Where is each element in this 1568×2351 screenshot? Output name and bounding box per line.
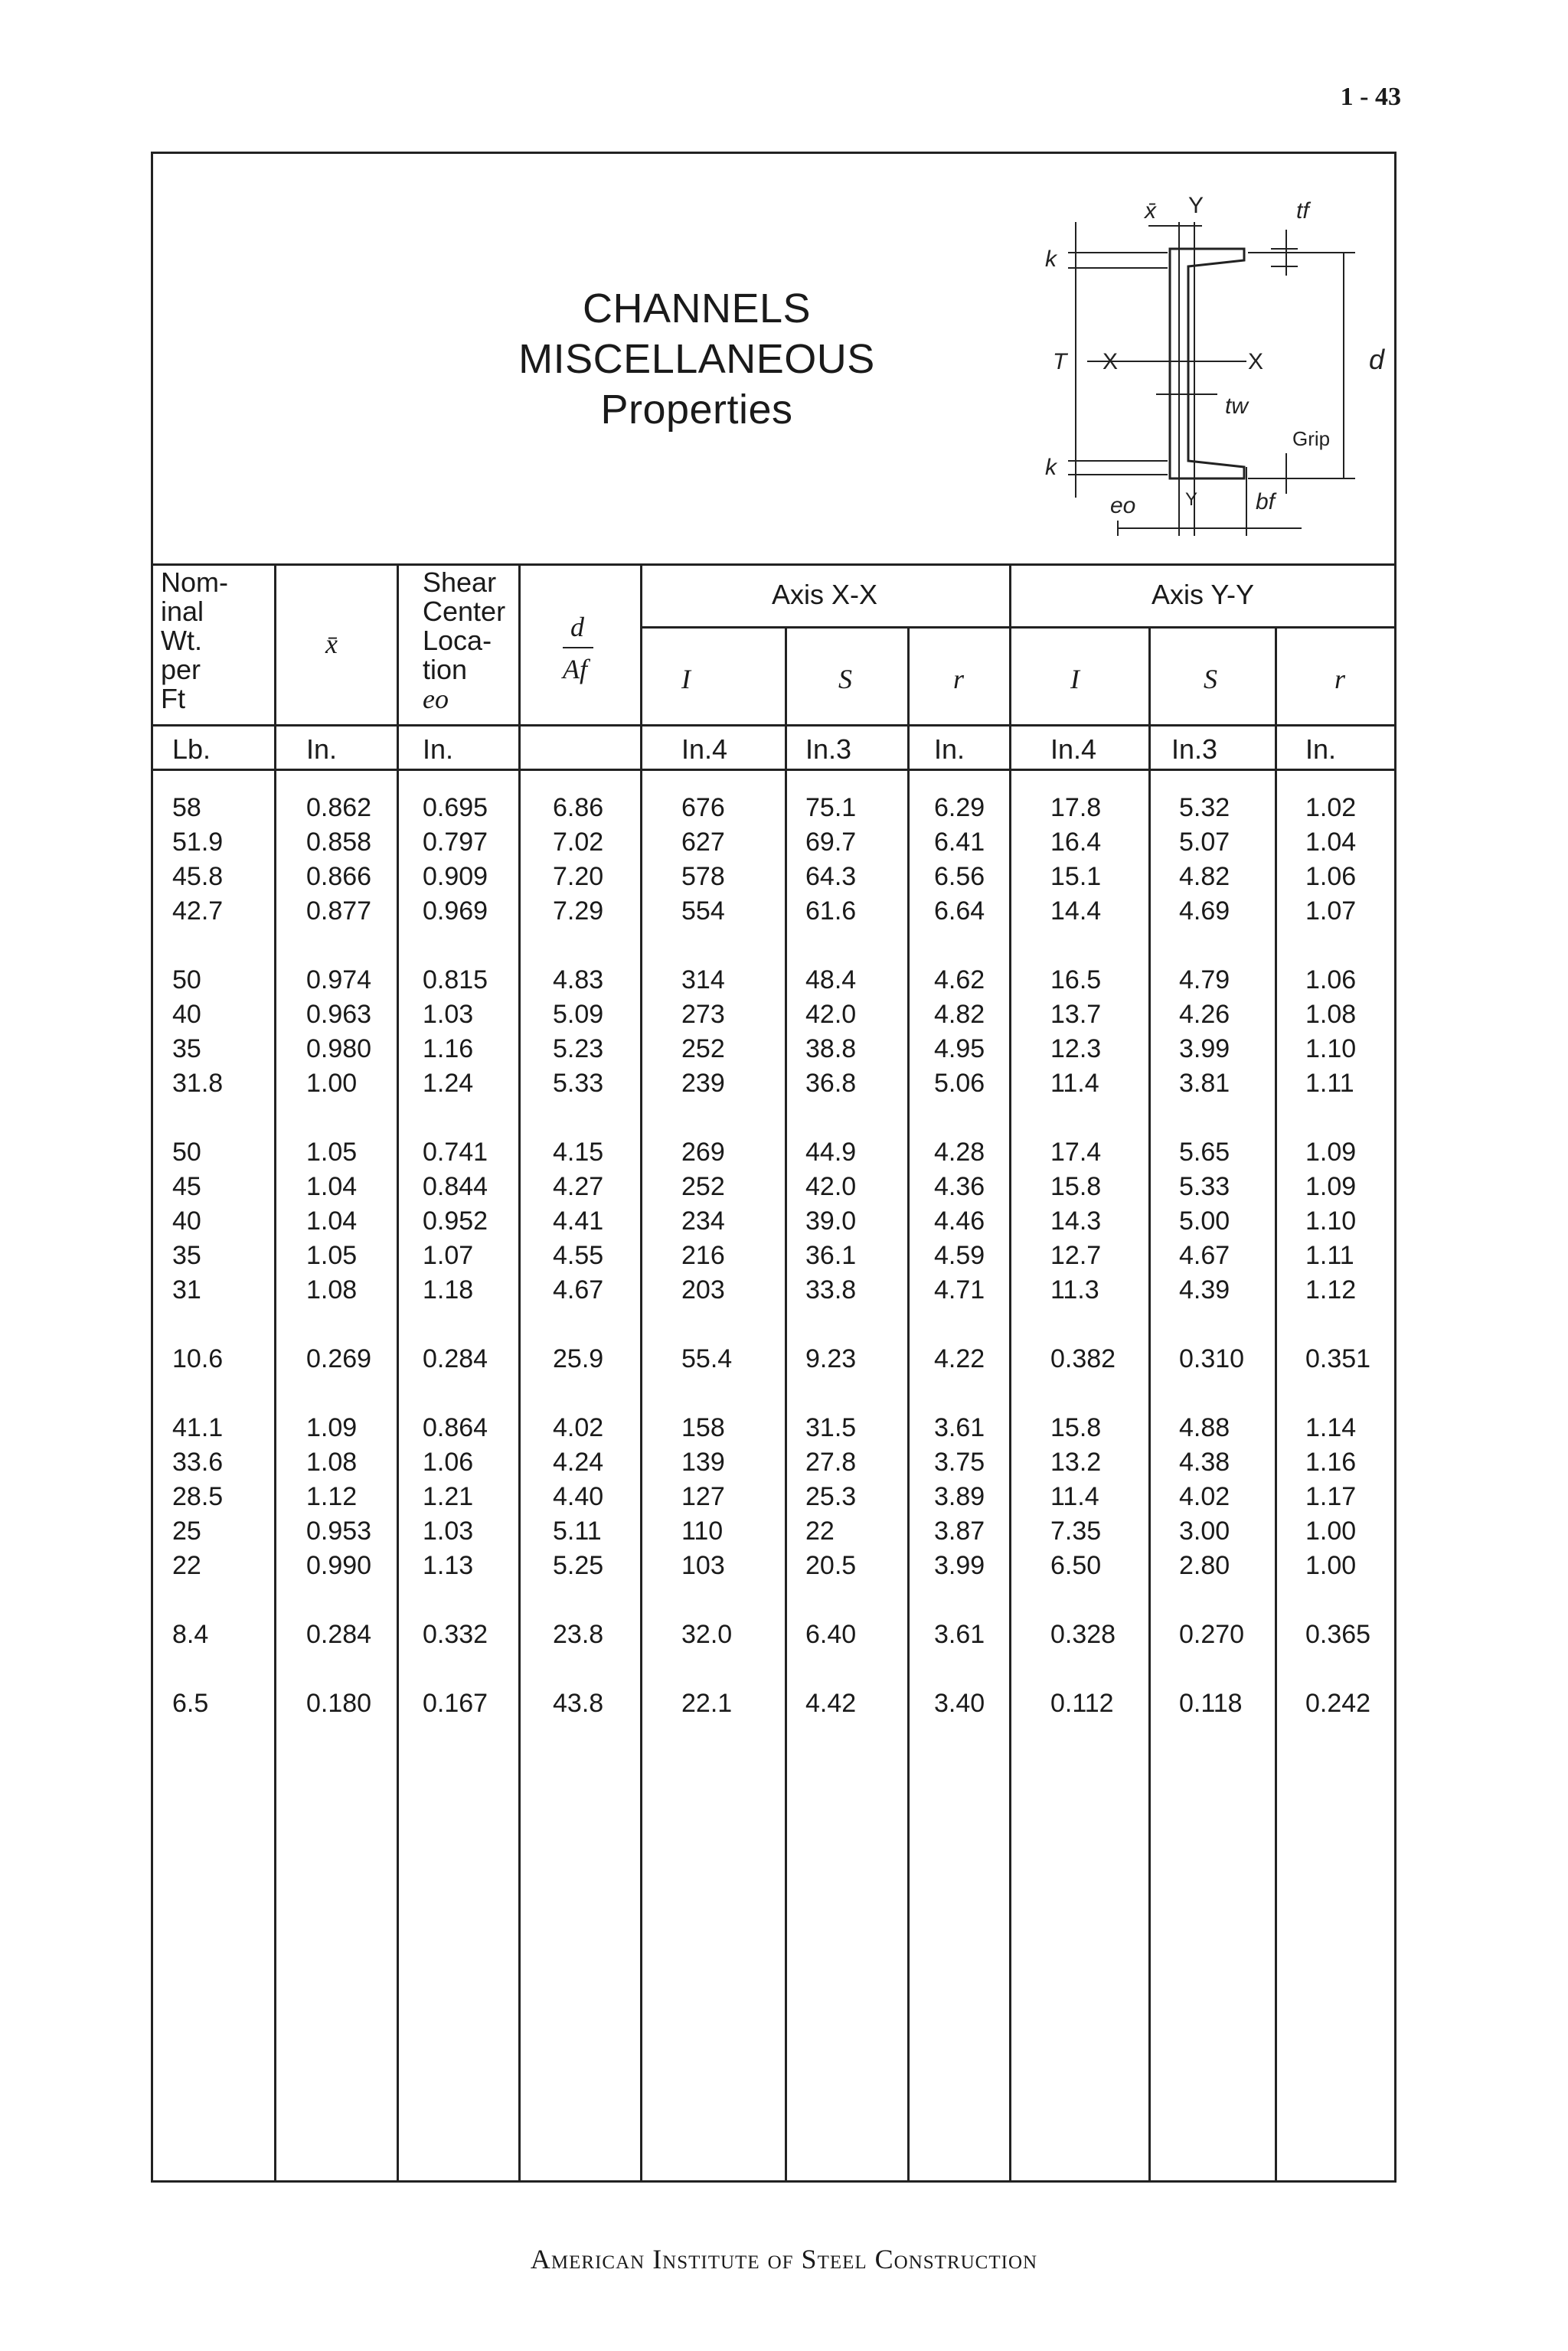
table-cell: 4.95 xyxy=(934,1034,985,1063)
unit-yy-r: In. xyxy=(1305,733,1337,765)
table-cell: 42.0 xyxy=(805,1172,857,1201)
table-cell: 75.1 xyxy=(805,793,857,822)
table-cell: 4.02 xyxy=(1179,1482,1230,1511)
table-cell: 1.06 xyxy=(423,1448,474,1477)
diagram-label-grip: Grip xyxy=(1292,427,1331,450)
table-cell: 11.3 xyxy=(1050,1275,1099,1304)
table-cell: 0.980 xyxy=(306,1034,372,1063)
table-cell: 3.61 xyxy=(934,1413,985,1442)
channel-diagram xyxy=(1003,176,1401,544)
unit-yy-s: In.3 xyxy=(1171,733,1218,765)
diagram-label-xbar: x̄ xyxy=(1145,198,1156,224)
table-cell: 0.269 xyxy=(306,1344,372,1373)
table-cell: 0.118 xyxy=(1179,1689,1243,1718)
table-cell: 0.284 xyxy=(423,1344,488,1373)
table-cell: 4.88 xyxy=(1179,1413,1230,1442)
table-cell: 32.0 xyxy=(681,1620,733,1649)
table-cell: 41.1 xyxy=(172,1413,224,1442)
col-divider-9 xyxy=(1275,626,1277,2183)
table-cell: 1.12 xyxy=(1305,1275,1357,1304)
table-cell: 12.7 xyxy=(1050,1241,1102,1270)
publisher-footer xyxy=(0,2243,1568,2275)
table-cell: 627 xyxy=(681,828,725,857)
table-cell: 17.4 xyxy=(1050,1138,1102,1167)
table-cell: 4.24 xyxy=(553,1448,604,1477)
table-cell: 0.844 xyxy=(423,1172,488,1201)
table-cell: 48.4 xyxy=(805,965,857,994)
table-cell: 1.03 xyxy=(423,1000,474,1029)
header-top-rule xyxy=(151,563,1396,566)
table-cell: 110 xyxy=(681,1517,724,1546)
table-cell: 5.65 xyxy=(1179,1138,1230,1167)
table-cell: 69.7 xyxy=(805,828,857,857)
table-cell: 6.50 xyxy=(1050,1551,1102,1580)
table-cell: 0.864 xyxy=(423,1413,488,1442)
table-cell: 40 xyxy=(172,1000,201,1029)
table-cell: 1.10 xyxy=(1305,1207,1357,1236)
table-cell: 1.04 xyxy=(306,1207,358,1236)
header-axis-yy: Axis Y-Y xyxy=(1151,579,1255,610)
table-cell: 38.8 xyxy=(805,1034,857,1063)
diagram-label-x-right: X xyxy=(1248,349,1264,374)
table-cell: 20.5 xyxy=(805,1551,857,1580)
table-cell: 0.862 xyxy=(306,793,372,822)
table-cell: 203 xyxy=(681,1275,725,1304)
table-cell: 42.7 xyxy=(172,896,224,926)
table-cell: 5.32 xyxy=(1179,793,1230,822)
table-cell: 4.39 xyxy=(1179,1275,1230,1304)
table-cell: 31.5 xyxy=(805,1413,857,1442)
table-cell: 1.04 xyxy=(1305,828,1357,857)
units-top-rule xyxy=(151,724,1396,727)
table-cell: 1.11 xyxy=(1305,1241,1354,1270)
table-cell: 4.46 xyxy=(934,1207,985,1236)
table-cell: 0.909 xyxy=(423,862,488,891)
table-cell: 8.4 xyxy=(172,1620,209,1649)
table-cell: 5.00 xyxy=(1179,1207,1230,1236)
diagram-label-bf: bf xyxy=(1256,489,1276,514)
channel-section-outline xyxy=(1170,249,1244,478)
table-cell: 0.270 xyxy=(1179,1620,1245,1649)
table-cell: 6.5 xyxy=(172,1689,209,1718)
table-cell: 252 xyxy=(681,1172,725,1201)
table-cell: 0.797 xyxy=(423,828,488,857)
table-cell: 1.03 xyxy=(423,1517,474,1546)
table-cell: 0.741 xyxy=(423,1138,488,1167)
table-cell: 4.40 xyxy=(553,1482,604,1511)
diagram-label-d: d xyxy=(1369,344,1385,375)
header-d-af-fraction-bar xyxy=(563,647,593,648)
table-cell: 1.17 xyxy=(1305,1482,1357,1511)
title-line-1: CHANNELS xyxy=(582,286,812,331)
table-cell: 42.0 xyxy=(805,1000,857,1029)
table-cell: 16.4 xyxy=(1050,828,1102,857)
table-cell: 6.64 xyxy=(934,896,985,926)
table-cell: 7.29 xyxy=(553,896,604,926)
table-cell: 2.80 xyxy=(1179,1551,1230,1580)
table-cell: 1.10 xyxy=(1305,1034,1357,1063)
table-cell: 0.365 xyxy=(1305,1620,1371,1649)
table-cell: 4.15 xyxy=(553,1138,604,1167)
table-cell: 4.42 xyxy=(805,1689,857,1718)
table-cell: 5.33 xyxy=(553,1069,604,1098)
diagram-label-y-bottom: Y xyxy=(1185,489,1198,510)
table-cell: 0.328 xyxy=(1050,1620,1116,1649)
table-cell: 5.06 xyxy=(934,1069,985,1098)
table-cell: 3.89 xyxy=(934,1482,985,1511)
table-cell: 269 xyxy=(681,1138,725,1167)
table-cell: 158 xyxy=(681,1413,725,1442)
table-cell: 1.09 xyxy=(1305,1172,1357,1201)
table-cell: 5.23 xyxy=(553,1034,604,1063)
table-cell: 15.1 xyxy=(1050,862,1102,891)
table-cell: 4.67 xyxy=(1179,1241,1230,1270)
table-cell: 58 xyxy=(172,793,201,822)
table-cell: 0.866 xyxy=(306,862,372,891)
table-cell: 22.1 xyxy=(681,1689,733,1718)
table-cell: 1.00 xyxy=(1305,1517,1357,1546)
table-cell: 1.16 xyxy=(423,1034,474,1063)
table-cell: 23.8 xyxy=(553,1620,604,1649)
table-cell: 25 xyxy=(172,1517,201,1546)
table-cell: 22 xyxy=(805,1517,835,1546)
table-cell: 12.3 xyxy=(1050,1034,1102,1063)
table-cell: 1.02 xyxy=(1305,793,1357,822)
table-cell: 0.351 xyxy=(1305,1344,1371,1373)
table-cell: 216 xyxy=(681,1241,725,1270)
table-cell: 1.13 xyxy=(423,1551,474,1580)
header-yy-r: r xyxy=(1334,664,1346,694)
table-cell: 1.08 xyxy=(306,1448,358,1477)
table-cell: 4.28 xyxy=(934,1138,985,1167)
table-cell: 11.4 xyxy=(1050,1069,1099,1098)
unit-xx-s: In.3 xyxy=(805,733,852,765)
table-cell: 33.8 xyxy=(805,1275,857,1304)
table-cell: 239 xyxy=(681,1069,725,1098)
col-divider-4 xyxy=(640,563,642,2183)
table-cell: 4.79 xyxy=(1179,965,1230,994)
table-cell: 13.7 xyxy=(1050,1000,1102,1029)
col-divider-3 xyxy=(518,563,521,2183)
table-cell: 7.20 xyxy=(553,862,604,891)
col-divider-8 xyxy=(1148,626,1151,2183)
table-cell: 43.8 xyxy=(553,1689,604,1718)
header-xbar: x̄ xyxy=(325,629,338,659)
table-cell: 15.8 xyxy=(1050,1172,1102,1201)
table-cell: 1.14 xyxy=(1305,1413,1357,1442)
diagram-label-k-top: k xyxy=(1045,247,1057,272)
table-cell: 1.05 xyxy=(306,1241,358,1270)
table-cell: 0.242 xyxy=(1305,1689,1371,1718)
table-cell: 6.29 xyxy=(934,793,985,822)
table-cell: 51.9 xyxy=(172,828,224,857)
table-cell: 40 xyxy=(172,1207,201,1236)
table-cell: 5.09 xyxy=(553,1000,604,1029)
table-cell: 61.6 xyxy=(805,896,857,926)
table-cell: 5.25 xyxy=(553,1551,604,1580)
table-cell: 4.69 xyxy=(1179,896,1230,926)
table-cell: 9.23 xyxy=(805,1344,857,1373)
table-cell: 1.11 xyxy=(1305,1069,1354,1098)
table-cell: 55.4 xyxy=(681,1344,733,1373)
table-cell: 0.877 xyxy=(306,896,372,926)
table-cell: 1.08 xyxy=(306,1275,358,1304)
table-cell: 1.05 xyxy=(306,1138,358,1167)
table-cell: 7.02 xyxy=(553,828,604,857)
header-yy-s: S xyxy=(1204,664,1217,694)
table-cell: 1.00 xyxy=(1305,1551,1357,1580)
table-cell: 45.8 xyxy=(172,862,224,891)
table-cell: 578 xyxy=(681,862,725,891)
unit-xx-r: In. xyxy=(934,733,965,765)
diagram-label-tw: tw xyxy=(1225,393,1248,419)
table-cell: 5.07 xyxy=(1179,828,1230,857)
table-cell: 13.2 xyxy=(1050,1448,1102,1477)
title-line-3: Properties xyxy=(600,387,793,433)
col-divider-7 xyxy=(1009,563,1011,2183)
table-cell: 273 xyxy=(681,1000,725,1029)
diagram-label-y-top: Y xyxy=(1188,193,1204,218)
table-cell: 27.8 xyxy=(805,1448,857,1477)
table-cell: 234 xyxy=(681,1207,725,1236)
table-cell: 4.38 xyxy=(1179,1448,1230,1477)
table-cell: 1.07 xyxy=(423,1241,474,1270)
table-cell: 7.35 xyxy=(1050,1517,1102,1546)
page-title xyxy=(490,283,903,435)
table-cell: 3.87 xyxy=(934,1517,985,1546)
table-cell: 4.02 xyxy=(553,1413,604,1442)
table-cell: 0.952 xyxy=(423,1207,488,1236)
table-cell: 44.9 xyxy=(805,1138,857,1167)
table-cell: 4.41 xyxy=(553,1207,604,1236)
table-cell: 139 xyxy=(681,1448,725,1477)
table-cell: 10.6 xyxy=(172,1344,224,1373)
table-cell: 4.27 xyxy=(553,1172,604,1201)
table-cell: 3.40 xyxy=(934,1689,985,1718)
table-cell: 50 xyxy=(172,965,201,994)
unit-eo: In. xyxy=(423,733,454,765)
table-cell: 64.3 xyxy=(805,862,857,891)
header-shear-center: Shear Center Loca- tion eo xyxy=(423,567,506,714)
table-cell: 1.04 xyxy=(306,1172,358,1201)
table-cell: 0.332 xyxy=(423,1620,488,1649)
unit-xx-i: In.4 xyxy=(681,733,728,765)
table-cell: 45 xyxy=(172,1172,201,1201)
table-cell: 1.06 xyxy=(1305,965,1357,994)
table-cell: 6.40 xyxy=(805,1620,857,1649)
table-cell: 17.8 xyxy=(1050,793,1102,822)
table-cell: 1.09 xyxy=(1305,1138,1357,1167)
table-cell: 3.99 xyxy=(1179,1034,1230,1063)
table-cell: 4.22 xyxy=(934,1344,985,1373)
table-cell: 1.21 xyxy=(423,1482,474,1511)
table-cell: 25.3 xyxy=(805,1482,857,1511)
table-cell: 0.963 xyxy=(306,1000,372,1029)
table-cell: 4.59 xyxy=(934,1241,985,1270)
table-cell: 3.81 xyxy=(1179,1069,1230,1098)
table-cell: 5.11 xyxy=(553,1517,602,1546)
col-divider-1 xyxy=(274,563,276,2183)
table-cell: 4.55 xyxy=(553,1241,604,1270)
header-yy-i: I xyxy=(1070,664,1080,694)
table-cell: 50 xyxy=(172,1138,201,1167)
table-cell: 1.09 xyxy=(306,1413,358,1442)
table-cell: 35 xyxy=(172,1241,201,1270)
col-divider-5 xyxy=(785,626,787,2183)
table-cell: 0.310 xyxy=(1179,1344,1245,1373)
table-cell: 3.00 xyxy=(1179,1517,1230,1546)
unit-yy-i: In.4 xyxy=(1050,733,1097,765)
table-cell: 3.99 xyxy=(934,1551,985,1580)
table-cell: 4.26 xyxy=(1179,1000,1230,1029)
units-bottom-rule xyxy=(151,769,1396,771)
table-cell: 15.8 xyxy=(1050,1413,1102,1442)
table-cell: 31.8 xyxy=(172,1069,224,1098)
header-axis-xx: Axis X-X xyxy=(771,579,878,610)
col-divider-2 xyxy=(397,563,399,2183)
table-cell: 6.86 xyxy=(553,793,604,822)
table-cell: 14.3 xyxy=(1050,1207,1102,1236)
table-cell: 1.24 xyxy=(423,1069,474,1098)
table-cell: 676 xyxy=(681,793,725,822)
table-cell: 25.9 xyxy=(553,1344,604,1373)
header-xx-s: S xyxy=(838,664,852,694)
unit-xbar: In. xyxy=(306,733,338,765)
table-cell: 252 xyxy=(681,1034,725,1063)
table-cell: 1.16 xyxy=(1305,1448,1357,1477)
header-d-af-numerator: d xyxy=(570,612,584,642)
col-divider-6 xyxy=(907,626,910,2183)
diagram-label-k-bottom: k xyxy=(1045,455,1057,480)
table-cell: 0.858 xyxy=(306,828,372,857)
table-cell: 28.5 xyxy=(172,1482,224,1511)
table-cell: 1.07 xyxy=(1305,896,1357,926)
table-cell: 0.990 xyxy=(306,1551,372,1580)
table-cell: 1.00 xyxy=(306,1069,358,1098)
title-line-2: MISCELLANEOUS xyxy=(518,336,875,382)
table-cell: 33.6 xyxy=(172,1448,224,1477)
table-cell: 127 xyxy=(681,1482,725,1511)
table-cell: 0.284 xyxy=(306,1620,372,1649)
table-cell: 1.08 xyxy=(1305,1000,1357,1029)
table-cell: 14.4 xyxy=(1050,896,1102,926)
table-cell: 103 xyxy=(681,1551,725,1580)
table-cell: 1.18 xyxy=(423,1275,474,1304)
diagram-label-eo: eo xyxy=(1110,493,1136,518)
table-cell: 4.62 xyxy=(934,965,985,994)
table-cell: 6.56 xyxy=(934,862,985,891)
unit-lb: Lb. xyxy=(172,733,211,765)
page-number: 1 - 43 xyxy=(1340,83,1401,111)
table-cell: 16.5 xyxy=(1050,965,1102,994)
header-xx-r: r xyxy=(953,664,965,694)
table-cell: 4.67 xyxy=(553,1275,604,1304)
footer-text: American Institute of Steel Construction xyxy=(530,2244,1038,2274)
table-cell: 314 xyxy=(681,965,725,994)
diagram-label-x-left: X xyxy=(1102,349,1119,374)
table-cell: 0.695 xyxy=(423,793,488,822)
table-cell: 4.82 xyxy=(1179,862,1230,891)
table-cell: 0.112 xyxy=(1050,1689,1114,1718)
table-cell: 36.8 xyxy=(805,1069,857,1098)
table-cell: 0.180 xyxy=(306,1689,372,1718)
table-cell: 0.815 xyxy=(423,965,488,994)
header-xx-i: I xyxy=(681,664,691,694)
table-cell: 36.1 xyxy=(805,1241,857,1270)
table-cell: 6.41 xyxy=(934,828,985,857)
table-cell: 4.83 xyxy=(553,965,604,994)
table-cell: 1.12 xyxy=(306,1482,358,1511)
diagram-label-t: T xyxy=(1053,349,1067,374)
table-cell: 0.953 xyxy=(306,1517,372,1546)
table-cell: 35 xyxy=(172,1034,201,1063)
header-d-af-denominator: Af xyxy=(563,654,587,684)
table-cell: 0.969 xyxy=(423,896,488,926)
table-cell: 3.75 xyxy=(934,1448,985,1477)
table-cell: 4.36 xyxy=(934,1172,985,1201)
diagram-label-tf: tf xyxy=(1296,198,1309,224)
table-cell: 4.82 xyxy=(934,1000,985,1029)
table-cell: 31 xyxy=(172,1275,201,1304)
header-nominal-wt: Nom- inal Wt. per Ft xyxy=(161,567,228,714)
table-cell: 0.167 xyxy=(423,1689,488,1718)
table-cell: 0.382 xyxy=(1050,1344,1116,1373)
table-cell: 1.06 xyxy=(1305,862,1357,891)
table-cell: 39.0 xyxy=(805,1207,857,1236)
table-cell: 22 xyxy=(172,1551,201,1580)
table-cell: 0.974 xyxy=(306,965,372,994)
axis-subheader-rule xyxy=(640,626,1396,629)
table-cell: 554 xyxy=(681,896,725,926)
table-cell: 5.33 xyxy=(1179,1172,1230,1201)
table-cell: 3.61 xyxy=(934,1620,985,1649)
table-cell: 4.71 xyxy=(934,1275,985,1304)
table-cell: 11.4 xyxy=(1050,1482,1099,1511)
